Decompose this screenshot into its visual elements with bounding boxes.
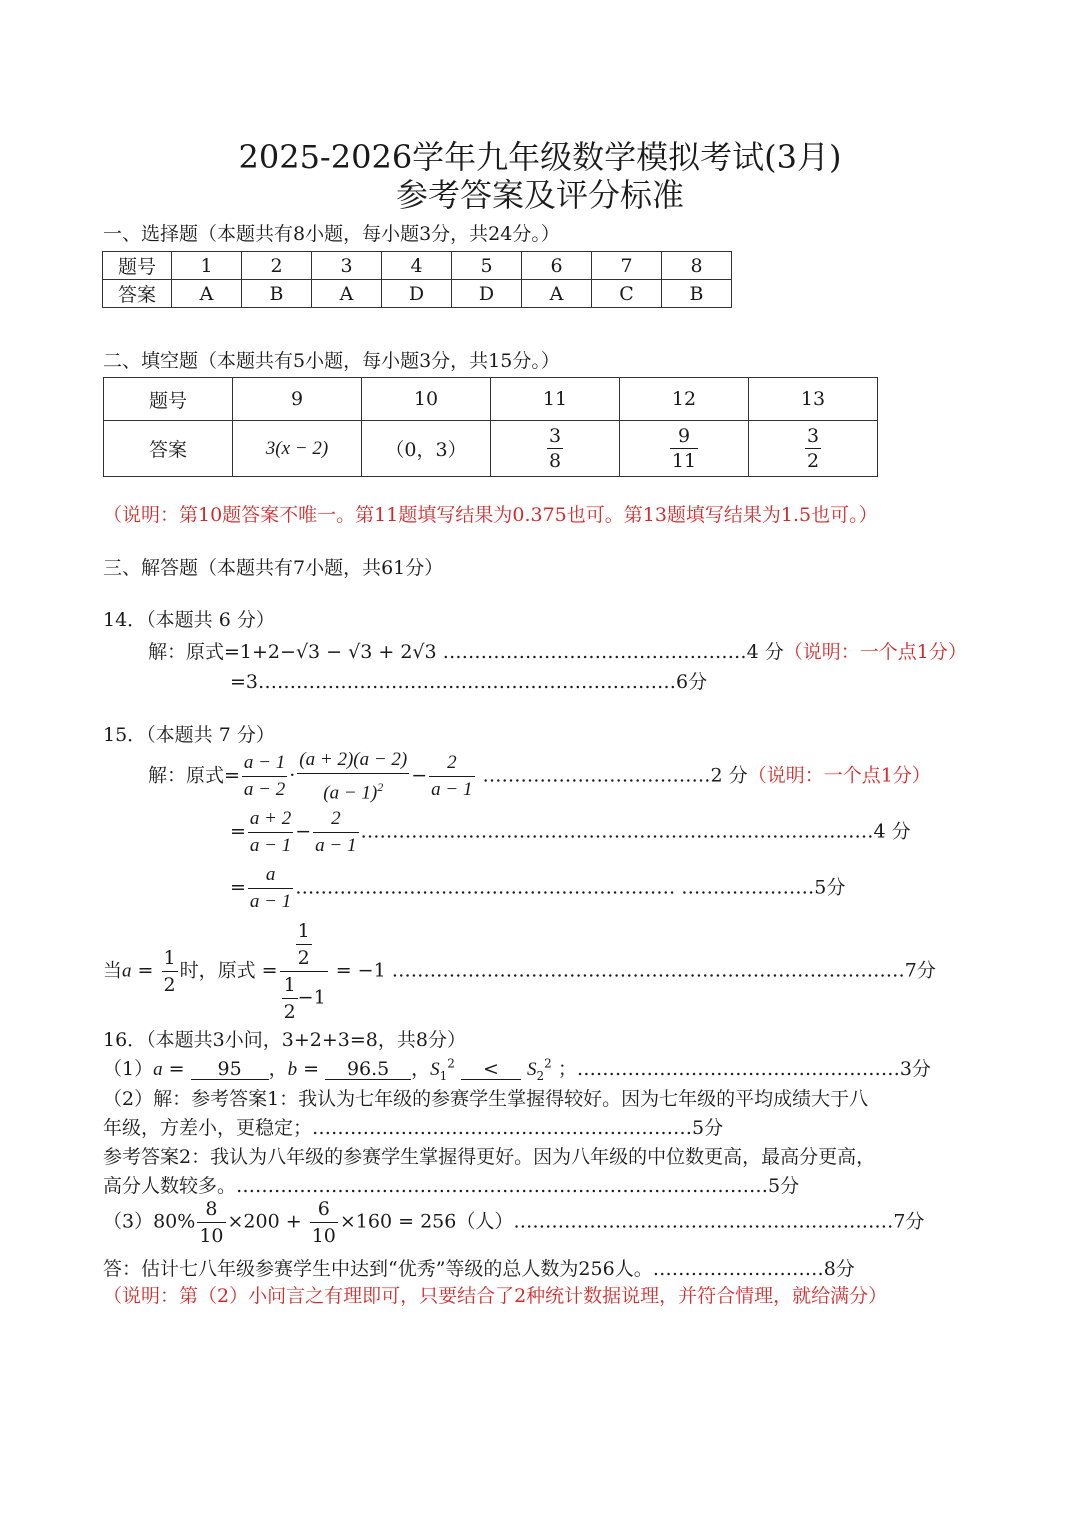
table-row <box>103 252 732 280</box>
page-title: 2025-2026学年九年级数学模拟考试(3月) <box>238 138 842 176</box>
choice-answer-table <box>102 251 732 308</box>
answer-cell: D <box>452 280 522 308</box>
fraction: $\frac{(a + 2)(a - 2)}{(a - 1)^2}$ <box>299 749 408 804</box>
fraction: $\frac{a - 1}{a - 2}$ <box>243 752 286 801</box>
q16-part1-label: （1） <box>103 1058 154 1080</box>
q14-line1 <box>148 637 967 664</box>
q15-line4: 当a = $\frac{1}{2}$ 时，原式 = $\frac{1}{2}$ $\frac{1}{2}$ −1 = −1 ………………………………………………………………………7分 <box>103 920 936 1023</box>
q16-part1-dots: ；……………………………………………3分 <box>557 1058 931 1080</box>
answer-9: 3(x − 2) <box>265 438 329 459</box>
q15-line2: = $\frac{a + 2}{a - 1}$ − $\frac{2}{a - 1}$ ………………………………………………………………………4 分 <box>230 806 911 859</box>
q16-part3: （3）80% $\frac{8}{10}$ ×200 + $\frac{6}{10}$ ×160 = 256（人）……………………………………………………7分 <box>103 1198 925 1247</box>
question-number: 10 <box>362 378 491 421</box>
answer-11-fraction: $\frac{3}{8}$ <box>548 425 562 472</box>
answer-cell <box>491 421 620 477</box>
answer-cell <box>233 421 362 477</box>
fraction: $\frac{6}{10}$ <box>311 1198 336 1247</box>
answer-12-fraction: $\frac{9}{11}$ <box>671 425 697 472</box>
q15-shi: 时，原式 = <box>179 959 278 982</box>
q16-answer-line: 答：估计七八年级参赛学生中达到“优秀”等级的总人数为256人。………………………8分 <box>103 1258 855 1280</box>
q15-dots1: ………………………………2 分 <box>482 764 748 787</box>
question-number: 11 <box>491 378 620 421</box>
answer-cell: D <box>382 280 452 308</box>
answer-cell <box>362 421 491 477</box>
answer-cell: A <box>522 280 592 308</box>
q14-header: 14．（本题共 6 分） <box>103 609 275 631</box>
answer-cell: A <box>172 280 242 308</box>
q16-note: （说明：第（2）小问言之有理即可，只要结合了2种统计数据说理，并符合情理，就给满分） <box>103 1285 888 1307</box>
section2-heading: 二、填空题（本题共有5小题，每小题3分，共15分。） <box>103 350 560 372</box>
q14-dots: …………………………………………4 分 <box>442 641 784 663</box>
answer-cell: B <box>242 280 312 308</box>
question-number: 9 <box>233 378 362 421</box>
table-header-cell: 题号 <box>103 252 172 280</box>
q14-radicals: √3 − √3 + 2√3 <box>295 641 443 663</box>
table-header-cell: 答案 <box>103 280 172 308</box>
q15-result: = −1 ………………………………………………………………………7分 <box>329 959 936 982</box>
section2-note: （说明：第10题答案不唯一。第11题填写结果为0.375也可。第13题填写结果为1.5也可。） <box>103 504 878 526</box>
section3-heading: 三、解答题（本题共有7小题，共61分） <box>103 557 444 579</box>
q16-part3-prefix: （3）80% <box>103 1210 196 1233</box>
question-number: 1 <box>172 252 242 280</box>
question-number: 5 <box>452 252 522 280</box>
q15-note1: （说明：一个点1分） <box>747 764 931 787</box>
question-number: 2 <box>242 252 312 280</box>
q16-part2-line1: （2）解：参考答案1：我认为七年级的参赛学生掌握得较好。因为七年级的平均成绩大于八 <box>103 1088 869 1110</box>
answer-10: （0，3） <box>385 439 467 461</box>
section1-heading: 一、选择题（本题共有8小题，每小题3分，共24分。） <box>103 223 560 245</box>
fraction: $\frac{a + 2}{a - 1}$ <box>249 808 292 856</box>
answer-cell: C <box>592 280 662 308</box>
q15-line1: 解：原式= $\frac{a - 1}{a - 2}$ · $\frac{(a + 2)(a - 2)}{(a - 1)^2}$ − $\frac{2}{a - 1}$ ………………………………2 分（说明：一个点1分） <box>148 747 931 806</box>
table-row <box>104 421 878 477</box>
fraction: $\frac{2}{a - 1}$ <box>315 808 357 856</box>
fill-answer-table <box>103 377 878 477</box>
answer-cell <box>749 421 878 477</box>
table-row <box>103 280 732 308</box>
answer-13-fraction: $\frac{3}{2}$ <box>806 425 820 472</box>
b-value: 96.5 <box>325 1059 411 1080</box>
q15-when: 当 <box>103 959 123 982</box>
q16-part2-line3: 参考答案2：我认为八年级的参赛学生掌握得更好。因为八年级的中位数更高，最高分更高， <box>103 1146 876 1168</box>
q14-note: （说明：一个点1分） <box>783 641 967 663</box>
q16-part1: （1）a = 95 ，b = 96.5 ，$S_1^2 < S_2^2$ ；……………………………………………3分 <box>103 1056 931 1083</box>
q14-line2: =3…………………………………………………………6分 <box>230 671 708 693</box>
fraction: $\frac{a}{a - 1}$ <box>249 864 292 912</box>
q16-header: 16．（本题共3小问，3+2+3=8，共8分） <box>103 1029 466 1051</box>
question-number: 7 <box>592 252 662 280</box>
q14-expression-prefix: 解：原式=1+2− <box>148 641 296 663</box>
q16-part2-line2: 年级，方差小，更稳定；……………………………………………………5分 <box>103 1117 724 1139</box>
complex-fraction: $\frac{1}{2}$ $\frac{1}{2}$ −1 <box>280 918 328 1025</box>
question-number: 13 <box>749 378 878 421</box>
question-number: 12 <box>620 378 749 421</box>
table-row <box>104 378 878 421</box>
q15-dots3: …………………………………………………… …………………5分 <box>295 876 846 899</box>
answer-cell: B <box>662 280 732 308</box>
question-number: 4 <box>382 252 452 280</box>
question-number: 3 <box>312 252 382 280</box>
q16-part2-line4: 高分人数较多。…………………………………………………………………………5分 <box>103 1175 800 1197</box>
question-number: 8 <box>662 252 732 280</box>
a-value: 95 <box>191 1059 269 1080</box>
variance-compare: < <box>461 1059 521 1080</box>
answer-cell <box>620 421 749 477</box>
q15-header: 15．（本题共 7 分） <box>103 724 275 746</box>
q15-label: 解：原式= <box>148 764 240 787</box>
q16-part3-result: ×160 = 256（人）……………………………………………………7分 <box>339 1210 925 1233</box>
page-subtitle: 参考答案及评分标准 <box>395 176 684 214</box>
question-number: 6 <box>522 252 592 280</box>
fraction: $\frac{8}{10}$ <box>199 1198 224 1247</box>
q15-line3: = $\frac{a}{a - 1}$ …………………………………………………… …………………5分 <box>230 862 845 915</box>
fraction: $\frac{1}{2}$ <box>163 947 176 996</box>
fraction: $\frac{2}{a - 1}$ <box>431 752 473 801</box>
table-header-cell: 题号 <box>104 378 233 421</box>
table-header-cell: 答案 <box>104 421 233 477</box>
answer-cell: A <box>312 280 382 308</box>
q15-dots2: ………………………………………………………………………4 分 <box>360 820 911 843</box>
